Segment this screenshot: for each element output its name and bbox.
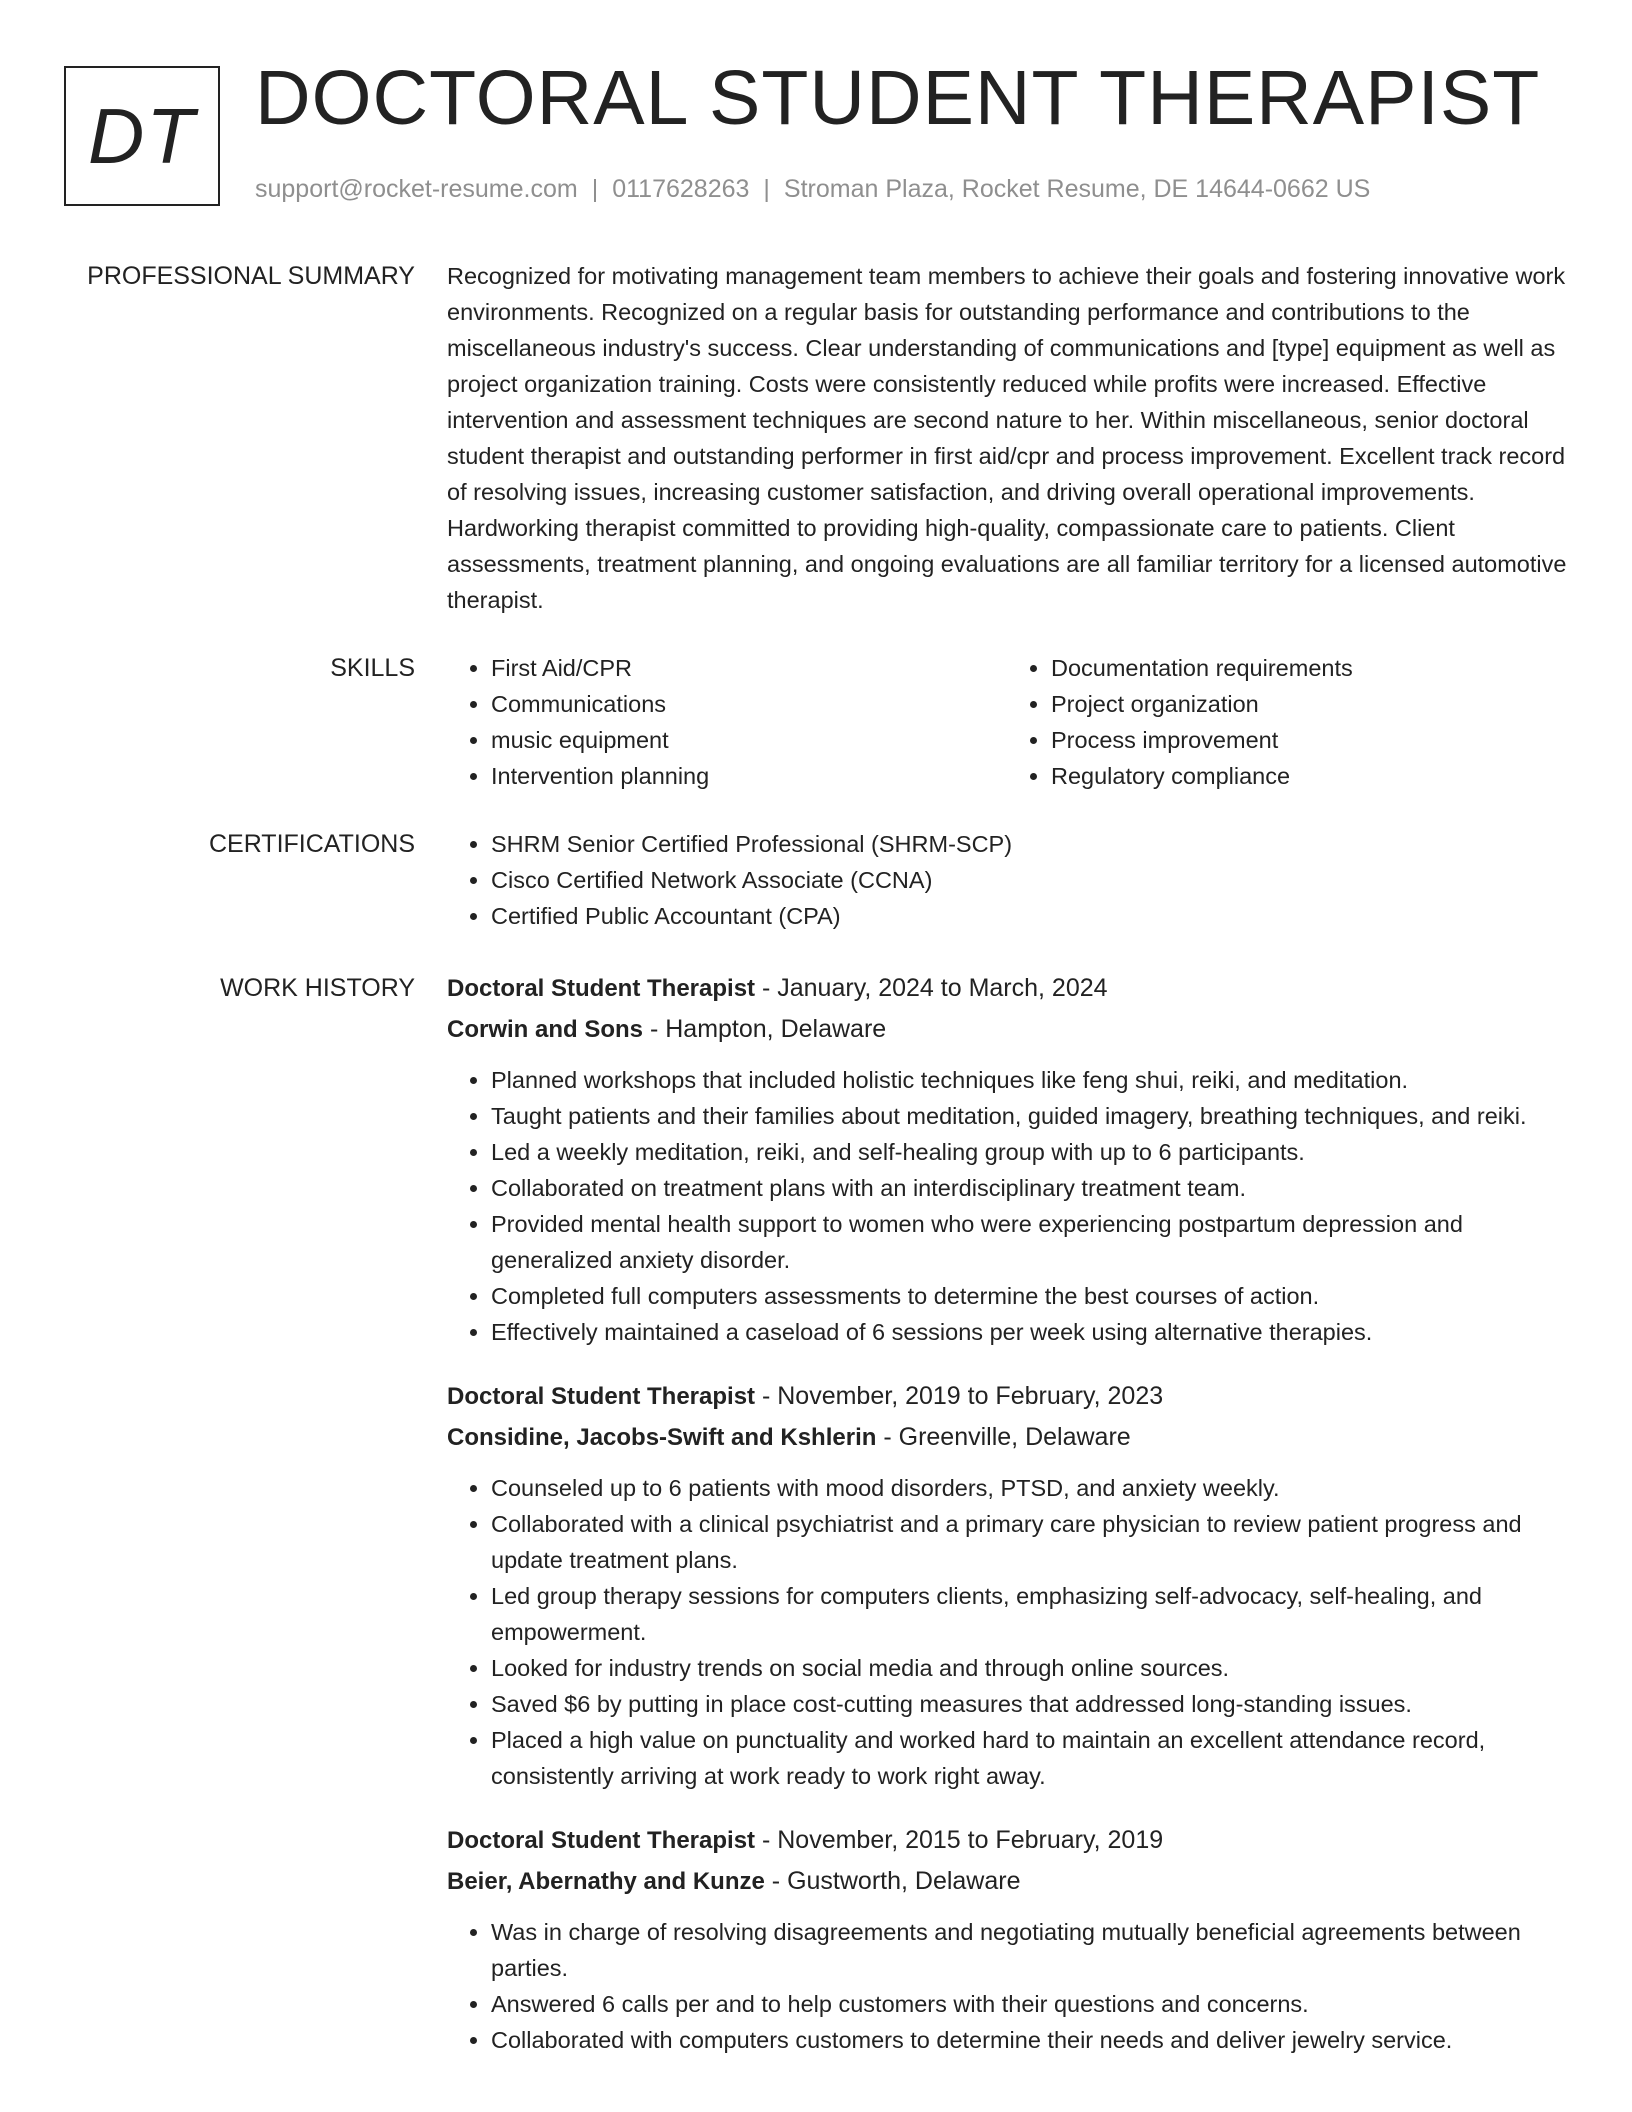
contact-phone[interactable]: 0117628263: [612, 175, 750, 203]
skill-item: • Documentation requirements: [1051, 650, 1567, 686]
job-bullet: • Collaborated with computers customers to determine their needs and deliver jewelry service.: [491, 2022, 1567, 2058]
job-title: Doctoral Student Therapist: [447, 1383, 756, 1410]
job-company-line: [447, 1009, 1567, 1050]
job-company-line: [447, 1861, 1567, 1902]
work-history-body: [447, 968, 1567, 2084]
job-title-line: [447, 1820, 1567, 1861]
job-dates: - November, 2015 to February, 2019: [755, 1826, 1164, 1854]
contact-address: Stroman Plaza, Rocket Resume, DE 14644-0662 US: [783, 175, 1371, 203]
job-bullet: • Taught patients and their families about meditation, guided imagery, breathing techniques, and reiki.: [491, 1098, 1567, 1134]
job-entry: [447, 1820, 1567, 2058]
certification-item: • Cisco Certified Network Associate (CCNA): [491, 862, 1567, 898]
skill-item: • Intervention planning: [491, 758, 1007, 794]
job-bullets: [447, 1470, 1567, 1794]
certification-item: • Certified Public Accountant (CPA): [491, 898, 1567, 934]
certifications-heading: CERTIFICATIONS: [208, 830, 415, 858]
job-bullet: • Completed full computers assessments to determine the best courses of action.: [491, 1278, 1567, 1314]
job-location: - Hampton, Delaware: [643, 1015, 887, 1043]
job-entry: [447, 968, 1567, 1350]
job-company: Beier, Abernathy and Kunze: [447, 1868, 765, 1895]
skill-item: • Process improvement: [1051, 722, 1567, 758]
job-bullet: • Saved $6 by putting in place cost-cutting measures that addressed long-standing issues.: [491, 1686, 1567, 1722]
certification-item: • SHRM Senior Certified Professional (SHRM-SCP): [491, 826, 1567, 862]
contact-email[interactable]: support@rocket-resume.com: [255, 175, 578, 203]
job-bullet: • Planned workshops that included holistic techniques like feng shui, reiki, and meditation.: [491, 1062, 1567, 1098]
certifications-list: [447, 826, 1567, 934]
skill-item: • Regulatory compliance: [1051, 758, 1567, 794]
work-history-heading: WORK HISTORY: [220, 974, 415, 1002]
job-title: Doctoral Student Therapist: [447, 975, 756, 1002]
summary-heading: PROFESSIONAL SUMMARY: [87, 262, 415, 290]
resume-name-title: DOCTORAL STUDENT THERAPIST: [255, 55, 1541, 141]
job-dates: - November, 2019 to February, 2023: [755, 1382, 1164, 1410]
job-company: Corwin and Sons: [447, 1016, 644, 1043]
job-bullet: • Effectively maintained a caseload of 6 sessions per week using alternative therapies.: [491, 1314, 1567, 1350]
skills-list-right: [1007, 650, 1567, 794]
job-title-line: [447, 1376, 1567, 1417]
job-bullet: • Looked for industry trends on social media and through online sources.: [491, 1650, 1567, 1686]
skill-item: • First Aid/CPR: [491, 650, 1007, 686]
job-bullet: • Counseled up to 6 patients with mood disorders, PTSD, and anxiety weekly.: [491, 1470, 1567, 1506]
skill-item: • Communications: [491, 686, 1007, 722]
job-bullet: • Collaborated with a clinical psychiatrist and a primary care physician to review patient progress and update treatment plans.: [491, 1506, 1567, 1578]
job-title: Doctoral Student Therapist: [447, 1827, 756, 1854]
job-company-line: [447, 1417, 1567, 1458]
job-bullet: • Led a weekly meditation, reiki, and self-healing group with up to 6 participants.: [491, 1134, 1567, 1170]
job-title-line: [447, 968, 1567, 1009]
certifications-body: [447, 826, 1567, 934]
job-bullet: • Collaborated on treatment plans with an interdisciplinary treatment team.: [491, 1170, 1567, 1206]
job-bullet: • Was in charge of resolving disagreements and negotiating mutually beneficial agreements between parties.: [491, 1914, 1567, 1986]
job-bullet: • Provided mental health support to women who were experiencing postpartum depression and generalized anxiety disorder.: [491, 1206, 1567, 1278]
job-company: Considine, Jacobs-Swift and Kshlerin: [447, 1424, 877, 1451]
summary-body: [447, 258, 1567, 618]
job-bullet: • Led group therapy sessions for computers clients, emphasizing self-advocacy, self-healing, and empowerment.: [491, 1578, 1567, 1650]
monogram-badge: DT: [64, 66, 220, 206]
skill-item: • Project organization: [1051, 686, 1567, 722]
job-bullets: [447, 1062, 1567, 1350]
contact-line: [255, 175, 1370, 204]
skills-heading: SKILLS: [330, 654, 415, 682]
job-location: - Gustworth, Delaware: [764, 1867, 1021, 1895]
job-bullet: • Placed a high value on punctuality and worked hard to maintain an excellent attendance record, consistently arriving at work ready to work right away.: [491, 1722, 1567, 1794]
job-location: - Greenville, Delaware: [876, 1423, 1131, 1451]
skills-body: [447, 650, 1567, 794]
skills-list-left: [447, 650, 1007, 794]
job-bullets: [447, 1914, 1567, 2058]
job-dates: - January, 2024 to March, 2024: [755, 974, 1108, 1002]
contact-separator: |: [763, 175, 770, 203]
contact-separator: |: [591, 175, 599, 203]
summary-text: Recognized for motivating management team members to achieve their goals and fostering innovative work environments. Recognized on a regular basis for outstanding performance and contributions to the miscellaneous industry's success. Clear understanding of communications and [type] equipment as well as project organization training. Costs were consistently reduced while profits were increased. Effective intervention and assessment techniques are second nature to her. Within miscellaneous, senior doctoral student therapist and outstanding performer in first aid/cpr and process improvement. Excellent track record of resolving issues, increasing customer satisfaction, and driving overall operational improvements. Hardworking therapist committed to providing high-quality, compassionate care to patients. Client assessments, treatment planning, and ongoing evaluations are all familiar territory for a licensed automotive therapist.: [447, 263, 1567, 613]
skill-item: • music equipment: [491, 722, 1007, 758]
job-entry: [447, 1376, 1567, 1794]
job-bullet: • Answered 6 calls per and to help customers with their questions and concerns.: [491, 1986, 1567, 2022]
